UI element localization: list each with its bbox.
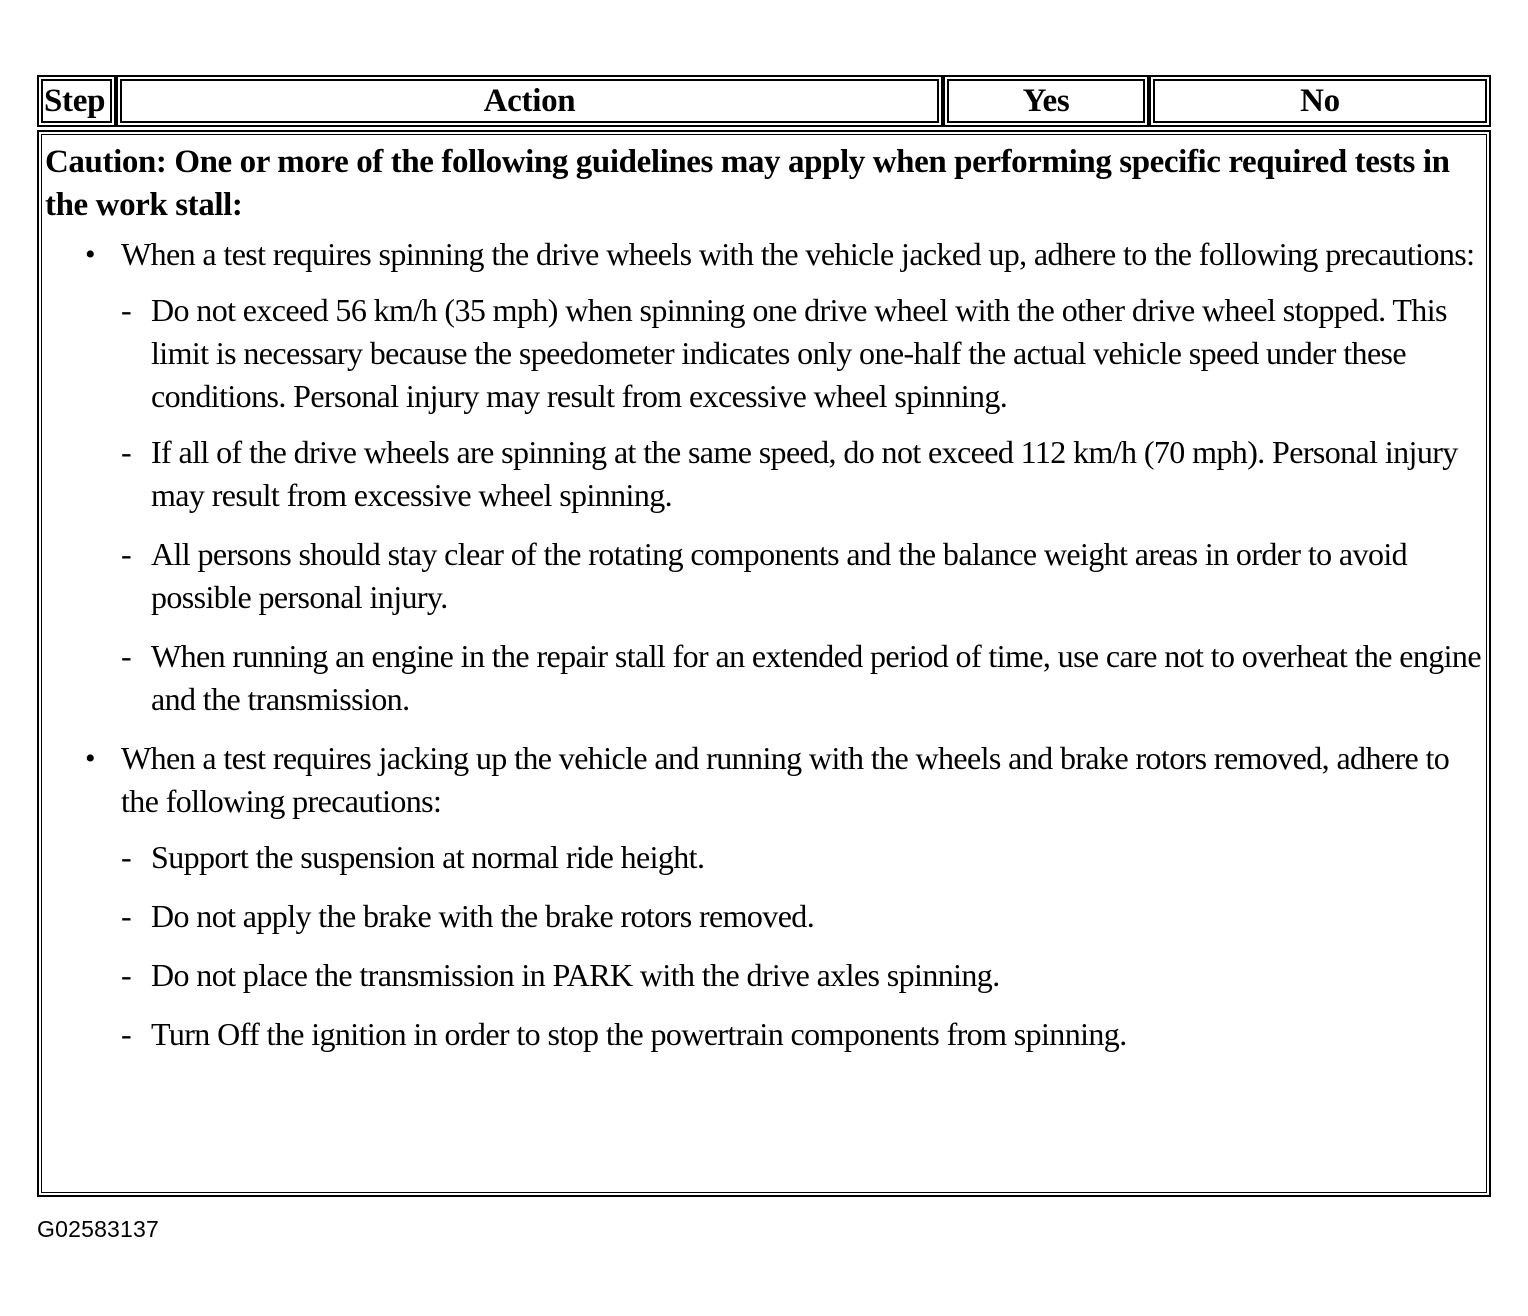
caution-content [41, 134, 1487, 1193]
guideline-list [45, 233, 1482, 1056]
header-no-cell [1149, 75, 1491, 127]
header-no-label: No [1153, 79, 1487, 123]
dash-icon: - [121, 292, 132, 328]
dash-icon: - [121, 1016, 132, 1052]
dash-icon: - [121, 434, 132, 470]
precaution-text: Do not apply the brake with the brake rotors removed. [151, 898, 815, 934]
guideline-item [45, 233, 1482, 721]
guideline-item [45, 737, 1482, 1056]
guideline-text: When a test requires spinning the drive wheels with the vehicle jacked up, adhere to the following precautions: [121, 236, 1475, 272]
precaution-text: Do not exceed 56 km/h (35 mph) when spinning one drive wheel with the other drive wheel stopped. This limit is necessary because the speedometer indicates only one-half the actual vehicle speed under these conditions. Personal injury may result from excessive wheel spinning. [151, 292, 1447, 414]
header-action-cell [116, 75, 943, 127]
precaution-item [121, 895, 1482, 938]
caution-cell [37, 130, 1491, 1197]
precaution-text: All persons should stay clear of the rotating components and the balance weight areas in order to avoid possible personal injury. [151, 536, 1408, 615]
precaution-item [121, 533, 1482, 619]
precaution-item [121, 1013, 1482, 1056]
bullet-icon: • [85, 742, 95, 775]
dash-icon: - [121, 839, 132, 875]
precaution-item [121, 954, 1482, 997]
precaution-text: Do not place the transmission in PARK with the drive axles spinning. [151, 957, 1000, 993]
caution-title: Caution: One or more of the following guidelines may apply when performing specific required tests in the work stall: [45, 144, 1450, 223]
header-step-cell [37, 75, 116, 127]
precaution-text: Turn Off the ignition in order to stop the powertrain components from spinning. [151, 1016, 1127, 1052]
precaution-list [121, 289, 1482, 721]
dash-icon: - [121, 536, 132, 572]
precaution-text: When running an engine in the repair stall for an extended period of time, use care not to overheat the engine and the transmission. [151, 638, 1481, 717]
guideline-text: When a test requires jacking up the vehicle and running with the wheels and brake rotors removed, adhere to the following precautions: [121, 740, 1450, 819]
bullet-icon: • [85, 238, 95, 271]
dash-icon: - [121, 898, 132, 934]
header-yes-cell [943, 75, 1149, 127]
dash-icon: - [121, 957, 132, 993]
precaution-text: If all of the drive wheels are spinning at the same speed, do not exceed 112 km/h (70 mph). Personal injury may result from excessive wheel spinning. [151, 434, 1458, 513]
precaution-item [121, 836, 1482, 879]
header-yes-label: Yes [947, 79, 1145, 123]
figure-id: G02583137 [37, 1216, 160, 1242]
precaution-item [121, 431, 1482, 517]
header-action-label: Action [120, 79, 939, 123]
precaution-item [121, 635, 1482, 721]
precaution-list [121, 836, 1482, 1056]
dash-icon: - [121, 638, 132, 674]
precaution-text: Support the suspension at normal ride height. [151, 839, 705, 875]
precaution-item [121, 289, 1482, 418]
header-step-label: Step [41, 79, 112, 123]
